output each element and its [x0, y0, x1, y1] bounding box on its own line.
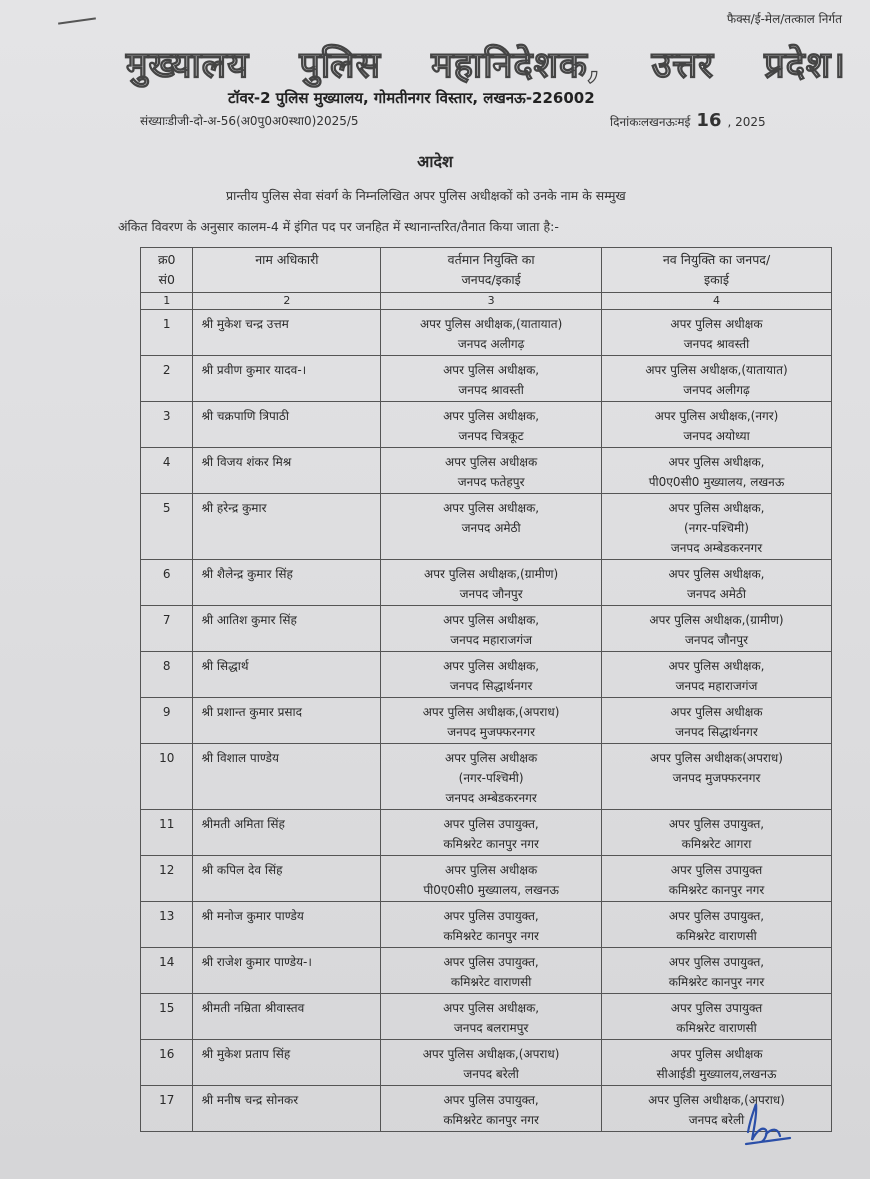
serial-number: 14: [141, 948, 193, 994]
posting-line: अपर पुलिस अधीक्षक,: [668, 501, 765, 515]
current-posting: [381, 698, 602, 744]
officer-name: श्री प्रशान्त कुमार प्रसाद: [193, 698, 381, 744]
table-row: [141, 402, 832, 448]
posting-line: पी0ए0सी0 मुख्यालय, लखनऊ: [423, 883, 559, 897]
officer-name: श्री विशाल पाण्डेय: [193, 744, 381, 810]
posting-line: अपर पुलिस उपायुक्त,: [668, 909, 765, 923]
posting-line: जनपद अम्बेडकरनगर: [445, 791, 537, 805]
pen-mark: [58, 17, 96, 24]
intro-line: प्रान्तीय पुलिस सेवा संवर्ग के निम्नलिखित अपर पुलिस अधीक्षकों को उनके नाम के सम्मुख: [226, 188, 626, 203]
posting-line: अपर पुलिस उपायुक्त: [670, 863, 763, 877]
current-posting: [381, 902, 602, 948]
posting-line: अपर पुलिस उपायुक्त,: [443, 909, 539, 923]
officer-name: श्री शैलेन्द्र कुमार सिंह: [193, 560, 381, 606]
posting-line: अपर पुलिस अधीक्षक,(अपराध): [422, 1047, 560, 1061]
table-row: [141, 494, 832, 560]
serial-number: 10: [141, 744, 193, 810]
table-row: [141, 856, 832, 902]
table-row: [141, 356, 832, 402]
posting-line: जनपद अम्बेडकरनगर: [670, 541, 763, 555]
table-row: [141, 1040, 832, 1086]
letterhead-word: प्रदेश।: [764, 43, 846, 86]
posting-line: कमिश्नरेट कानपुर नगर: [443, 1113, 539, 1127]
serial-number: 15: [141, 994, 193, 1040]
officer-name: श्री मुकेश प्रताप सिंह: [193, 1040, 381, 1086]
new-posting: [602, 810, 832, 856]
column-number: 4: [602, 293, 832, 310]
serial-number: 4: [141, 448, 193, 494]
signature-icon: [740, 1098, 796, 1152]
posting-line: अपर पुलिस अधीक्षक: [445, 751, 538, 765]
letterhead-word: उत्तर: [651, 43, 714, 86]
new-posting: [602, 356, 832, 402]
table-row: [141, 744, 832, 810]
transfer-table: [140, 247, 832, 1132]
column-number-row: [141, 293, 832, 310]
serial-number: 17: [141, 1086, 193, 1132]
posting-line: अपर पुलिस अधीक्षक,(नगर): [654, 409, 779, 423]
officer-name: श्री हरेन्द्र कुमार: [193, 494, 381, 560]
current-posting: [381, 652, 602, 698]
new-posting: [602, 494, 832, 560]
table-row: [141, 606, 832, 652]
date-day: 16: [696, 110, 722, 131]
order-intro: [118, 180, 838, 242]
current-posting: [381, 810, 602, 856]
posting-line: जनपद जौनपुर: [685, 633, 748, 647]
letterhead: [126, 40, 846, 86]
posting-line: जनपद श्रावस्ती: [458, 383, 524, 397]
issue-date: [610, 110, 766, 131]
date-prefix: दिनांकःलखनऊःमई: [610, 115, 691, 129]
posting-line: पी0ए0सी0 मुख्यालय, लखनऊ: [648, 475, 785, 489]
table-row: [141, 698, 832, 744]
posting-line: अपर पुलिस अधीक्षक,: [443, 501, 540, 515]
header-current-posting: वर्तमान नियुक्ति का जनपद/इकाई: [381, 248, 602, 293]
serial-number: 13: [141, 902, 193, 948]
posting-line: अपर पुलिस अधीक्षक: [445, 863, 538, 877]
column-number: 2: [193, 293, 381, 310]
posting-line: अपर पुलिस अधीक्षक,(यातायात): [645, 363, 788, 377]
current-posting: [381, 994, 602, 1040]
officer-name: श्री आतिश कुमार सिंह: [193, 606, 381, 652]
letterhead-word: महानिदेशक,: [431, 43, 602, 86]
current-posting: [381, 1086, 602, 1132]
posting-line: कमिश्नरेट कानपुर नगर: [668, 883, 765, 897]
posting-line: जनपद अलीगढ़: [457, 337, 525, 351]
posting-line: जनपद बरेली: [688, 1113, 745, 1127]
current-posting: [381, 948, 602, 994]
new-posting: [602, 310, 832, 356]
serial-number: 2: [141, 356, 193, 402]
posting-line: जनपद अमेठी: [461, 521, 521, 535]
table-body: [141, 310, 832, 1132]
header-officer-name: नाम अधिकारी: [193, 248, 381, 293]
serial-number: 16: [141, 1040, 193, 1086]
current-posting: [381, 356, 602, 402]
officer-name: श्रीमती अमिता सिंह: [193, 810, 381, 856]
new-posting: [602, 698, 832, 744]
posting-line: अपर पुलिस उपायुक्त,: [443, 1093, 539, 1107]
officer-name: श्री राजेश कुमार पाण्डेय-।: [193, 948, 381, 994]
serial-number: 11: [141, 810, 193, 856]
posting-line: जनपद मुजफ्फरनगर: [672, 771, 761, 785]
serial-number: 6: [141, 560, 193, 606]
column-number: 3: [381, 293, 602, 310]
posting-line: अपर पुलिस अधीक्षक: [670, 705, 763, 719]
posting-line: जनपद महाराजगंज: [450, 633, 533, 647]
table-row: [141, 1086, 832, 1132]
officer-name: श्री सिद्धार्थ: [193, 652, 381, 698]
new-posting: [602, 994, 832, 1040]
serial-number: 12: [141, 856, 193, 902]
posting-line: अपर पुलिस उपायुक्त,: [668, 817, 765, 831]
posting-line: अपर पुलिस अधीक्षक,(अपराध): [648, 1093, 785, 1107]
serial-number: 8: [141, 652, 193, 698]
posting-line: अपर पुलिस उपायुक्त: [670, 1001, 763, 1015]
posting-line: अपर पुलिस अधीक्षक: [445, 455, 538, 469]
posting-line: जनपद मुजफ्फरनगर: [447, 725, 536, 739]
posting-line: अपर पुलिस उपायुक्त,: [668, 955, 765, 969]
column-number: 1: [141, 293, 193, 310]
letterhead-word: पुलिस: [299, 43, 381, 86]
posting-line: अपर पुलिस अधीक्षक,: [668, 567, 765, 581]
current-posting: [381, 494, 602, 560]
officer-name: श्री विजय शंकर मिश्र: [193, 448, 381, 494]
posting-line: जनपद अमेठी: [687, 587, 746, 601]
posting-line: कमिश्नरेट कानपुर नगर: [668, 975, 765, 989]
new-posting: [602, 744, 832, 810]
table-row: [141, 948, 832, 994]
current-posting: [381, 448, 602, 494]
posting-line: अपर पुलिस अधीक्षक: [670, 317, 763, 331]
posting-line: कमिश्नरेट वाराणसी: [676, 929, 757, 943]
serial-number: 5: [141, 494, 193, 560]
posting-line: कमिश्नरेट कानपुर नगर: [443, 837, 539, 851]
header-sno: क्र0 सं0: [141, 248, 193, 293]
posting-line: अपर पुलिस अधीक्षक,: [443, 613, 540, 627]
current-posting: [381, 310, 602, 356]
officer-name: श्री प्रवीण कुमार यादव-।: [193, 356, 381, 402]
table-row: [141, 560, 832, 606]
current-posting: [381, 560, 602, 606]
posting-line: जनपद फतेहपुर: [457, 475, 525, 489]
new-posting: [602, 902, 832, 948]
table-header-row: [141, 248, 832, 293]
posting-line: जनपद अलीगढ़: [683, 383, 750, 397]
posting-line: अपर पुलिस अधीक्षक,: [443, 363, 540, 377]
posting-line: अपर पुलिस अधीक्षक,: [668, 659, 765, 673]
officer-name: श्री मनीष चन्द्र सोनकर: [193, 1086, 381, 1132]
officer-name: श्री मुकेश चन्द्र उत्तम: [193, 310, 381, 356]
posting-line: जनपद जौनपुर: [459, 587, 523, 601]
officer-name: श्री कपिल देव सिंह: [193, 856, 381, 902]
serial-number: 3: [141, 402, 193, 448]
posting-line: अपर पुलिस उपायुक्त,: [443, 955, 539, 969]
new-posting: [602, 606, 832, 652]
order-title: आदेश: [417, 152, 453, 171]
posting-line: अपर पुलिस अधीक्षक,(अपराध): [422, 705, 560, 719]
posting-line: कमिश्नरेट वाराणसी: [676, 1021, 757, 1035]
posting-line: जनपद चित्रकूट: [458, 429, 524, 443]
table-row: [141, 810, 832, 856]
posting-line: कमिश्नरेट वाराणसी: [450, 975, 532, 989]
reference-number: संख्याःडीजी-दो-अ-56(अ0पु0अ0स्था0)2025/5: [140, 114, 359, 128]
new-posting: [602, 856, 832, 902]
posting-line: जनपद सिद्धार्थनगर: [449, 679, 533, 693]
serial-number: 9: [141, 698, 193, 744]
officer-name: श्री चक्रपाणि त्रिपाठी: [193, 402, 381, 448]
new-posting: [602, 652, 832, 698]
posting-line: कमिश्नरेट कानपुर नगर: [443, 929, 539, 943]
posting-line: अपर पुलिस अधीक्षक,: [443, 1001, 540, 1015]
current-posting: [381, 402, 602, 448]
new-posting: [602, 1086, 832, 1132]
posting-line: जनपद श्रावस्ती: [683, 337, 750, 351]
current-posting: [381, 606, 602, 652]
dispatch-tagline: फैक्स/ई-मेल/तत्काल निर्गत: [726, 12, 842, 26]
office-address: टॉवर-2 पुलिस मुख्यालय, गोमतीनगर विस्तार, लखनऊ-226002: [228, 89, 595, 107]
posting-line: (नगर-पश्चिमी): [458, 771, 524, 785]
posting-line: अपर पुलिस अधीक्षक(अपराध): [650, 751, 783, 765]
table-row: [141, 652, 832, 698]
posting-line: अपर पुलिस अधीक्षक,(यातायात): [419, 317, 563, 331]
officer-name: श्री मनोज कुमार पाण्डेय: [193, 902, 381, 948]
officer-name: श्रीमती नम्रिता श्रीवास्तव: [193, 994, 381, 1040]
intro-line: अंकित विवरण के अनुसार कालम-4 में इंगित पद पर जनहित में स्थानान्तरित/तैनात किया जाता है:-: [118, 219, 559, 234]
posting-line: अपर पुलिस अधीक्षक,(ग्रामीण): [424, 567, 559, 581]
current-posting: [381, 744, 602, 810]
new-posting: [602, 948, 832, 994]
new-posting: [602, 402, 832, 448]
current-posting: [381, 856, 602, 902]
posting-line: अपर पुलिस अधीक्षक,: [443, 409, 540, 423]
posting-line: जनपद बरेली: [463, 1067, 519, 1081]
current-posting: [381, 1040, 602, 1086]
new-posting: [602, 448, 832, 494]
posting-line: अपर पुलिस अधीक्षक,: [668, 455, 765, 469]
new-posting: [602, 1040, 832, 1086]
posting-line: जनपद सिद्धार्थनगर: [675, 725, 758, 739]
table-row: [141, 310, 832, 356]
serial-number: 7: [141, 606, 193, 652]
new-posting: [602, 560, 832, 606]
posting-line: सीआईडी मुख्यालय,लखनऊ: [656, 1067, 777, 1081]
posting-line: अपर पुलिस अधीक्षक: [670, 1047, 763, 1061]
posting-line: कमिश्नरेट आगरा: [681, 837, 752, 851]
posting-line: अपर पुलिस अधीक्षक,(ग्रामीण): [649, 613, 784, 627]
posting-line: अपर पुलिस उपायुक्त,: [443, 817, 539, 831]
header-new-posting: नव नियुक्ति का जनपद/ इकाई: [602, 248, 832, 293]
posting-line: जनपद महाराजगंज: [675, 679, 758, 693]
table-row: [141, 994, 832, 1040]
posting-line: जनपद अयोध्या: [683, 429, 750, 443]
posting-line: (नगर-पश्चिमी): [684, 521, 749, 535]
serial-number: 1: [141, 310, 193, 356]
table-row: [141, 448, 832, 494]
date-year: , 2025: [727, 115, 766, 129]
table-row: [141, 902, 832, 948]
letterhead-word: मुख्यालय: [126, 43, 250, 86]
posting-line: अपर पुलिस अधीक्षक,: [443, 659, 540, 673]
posting-line: जनपद बलरामपुर: [453, 1021, 529, 1035]
